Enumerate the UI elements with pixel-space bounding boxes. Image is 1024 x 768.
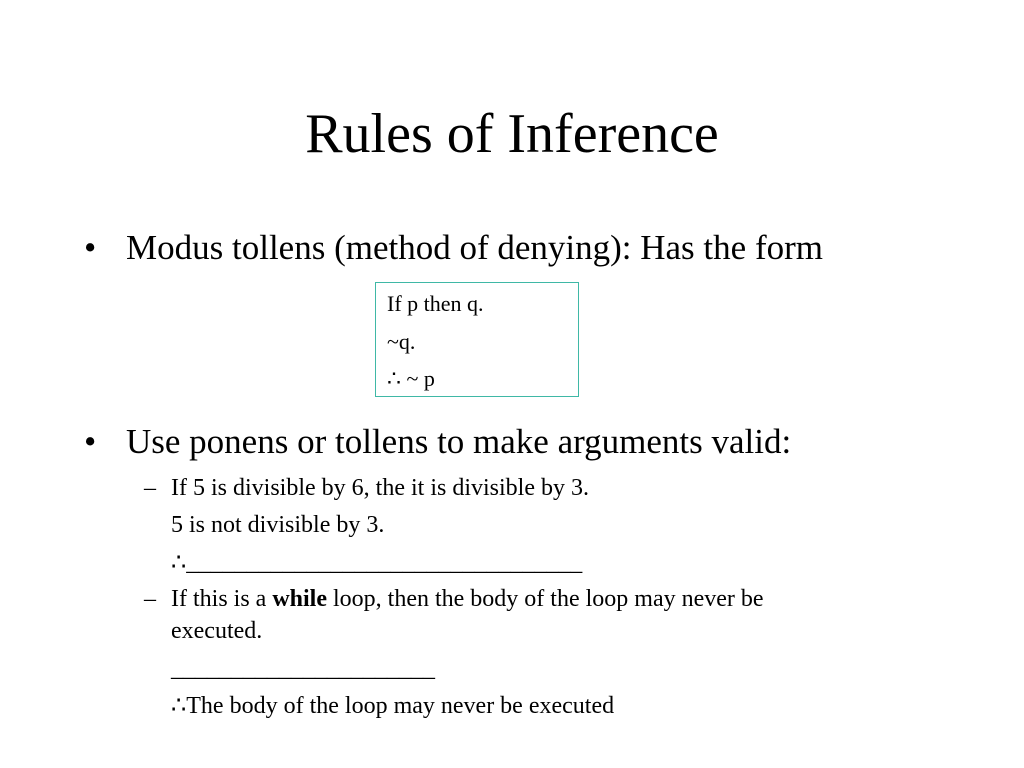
- bullet-mark: •: [84, 422, 97, 461]
- subitem-premise-1: [171, 584, 764, 614]
- sub-dash: –: [144, 475, 156, 501]
- bullet-mark: •: [84, 228, 97, 267]
- subitem-premise-1: If 5 is divisible by 6, the it is divisible by 3.: [171, 475, 589, 501]
- premise-text-end: loop, then the body of the loop may never be: [327, 586, 764, 612]
- sub-dash: –: [144, 586, 156, 612]
- form-premise-2: ~q.: [387, 329, 416, 354]
- form-conclusion: ∴ ~ p: [387, 366, 435, 391]
- subitem-premise-2-blank: ______________________: [171, 656, 435, 682]
- bullet-text: Modus tollens (method of denying): Has the form: [126, 228, 823, 267]
- bullet-text: Use ponens or tollens to make arguments valid:: [126, 422, 792, 461]
- keyword-while: while: [272, 586, 327, 612]
- subitem-premise-wrap: executed.: [171, 618, 263, 644]
- subitem-conclusion: ∴The body of the loop may never be executed: [171, 693, 615, 719]
- form-premise-1: If p then q.: [387, 291, 484, 316]
- subitem-conclusion-blank: ∴_________________________________: [171, 550, 583, 576]
- premise-text-start: If this is a: [171, 586, 273, 612]
- slide-title: Rules of Inference: [305, 103, 719, 165]
- subitem-premise-2: 5 is not divisible by 3.: [171, 512, 385, 538]
- argument-form-box: [375, 282, 579, 397]
